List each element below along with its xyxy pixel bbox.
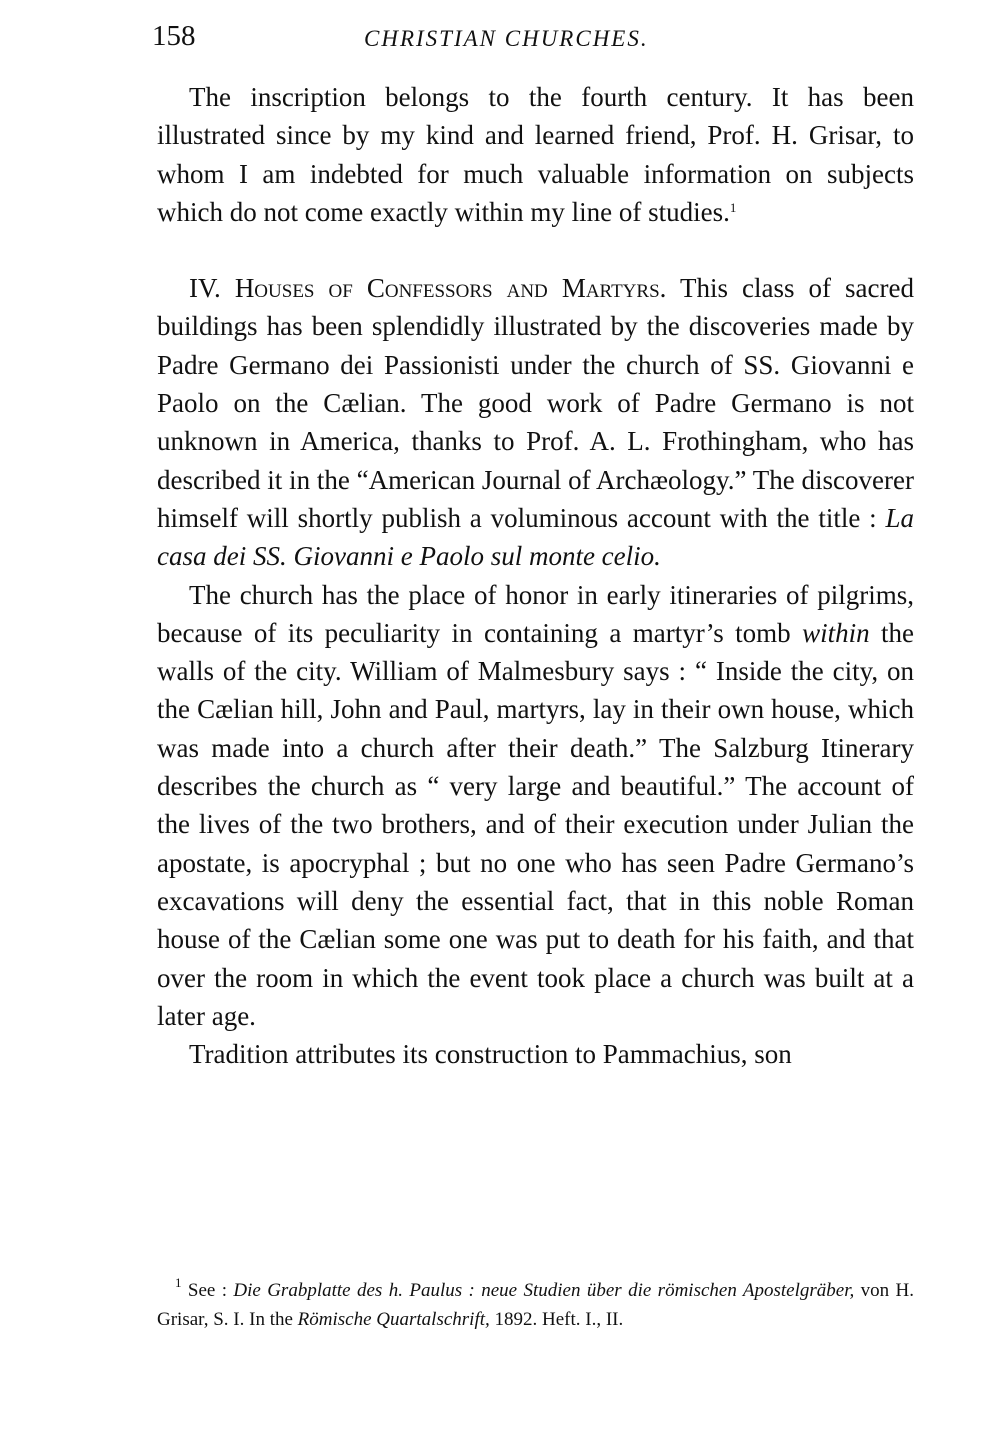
paragraph-church-honor <box>157 576 914 1036</box>
running-title: CHRISTIAN CHURCHES. <box>364 26 649 51</box>
footnote-title: Die Grabplatte des h. Paulus : neue Studien über die römischen Apostelgräber, <box>233 1280 855 1301</box>
footnote-journal: Römische Quartalschrift, <box>297 1309 490 1330</box>
paragraph-inscription <box>157 78 914 231</box>
footnote <box>157 1276 914 1334</box>
emphasis-within: within <box>802 617 870 648</box>
running-head <box>152 20 912 60</box>
paragraph-text: the walls of the city. William of Malmesbury says : “ Inside the city, on the Cælian hill, John and Paul, martyrs, lay in their own house, which was made into a church after their death.” The Salzburg Itinerary describes the church as “ very large and beautiful.” The account of the lives of the two brothers, and of their execution under Julian the apostate, is apocryphal ; but no one who has seen Padre Germano’s excavations will deny the essential fact, that in this noble Roman house of the Cælian some one was put to death for his faith, and that over the room in which the event took place a church was built at a later age. <box>157 617 914 1031</box>
footnote-marker: 1 <box>175 1275 182 1290</box>
paragraph-text: The inscription belongs to the fourth century. It has been illustrated since by my kind and learned friend, Prof. H. Grisar, to whom I am indebted for much valuable information on subjects which do not come exactly within my line of studies. <box>157 82 914 227</box>
footnote-see: See : <box>181 1280 234 1301</box>
footnote-rest: 1892. Heft. I., II. <box>489 1309 624 1330</box>
paragraph-text: This class of sacred buildings has been splendidly illustrated by the discoveries made by Padre Germano dei Passionisti under the church of SS. Giovanni e Paolo on the Cælian. The good work of Padre Germano is not unknown in America, thanks to Prof. A. L. Frothingham, who has described it in the “American Journal of Archæology.” The discoverer himself will shortly publish a voluminous account with the title : <box>157 273 914 533</box>
section-numeral: IV. <box>189 273 221 304</box>
paragraph-text: The church has the place of honor in early itineraries of pilgrims, because of its peculiarity in containing a martyr’s tomb <box>157 579 914 648</box>
section-heading: Houses of Confessors and Martyrs. <box>234 273 667 304</box>
paragraph-text: Tradition attributes its construction to Pammachius, son <box>189 1039 792 1070</box>
footnote-author: von H. Grisar, S. I. In the <box>157 1280 914 1330</box>
footnote-reference: 1 <box>729 199 737 215</box>
paragraph-tradition <box>157 1035 914 1073</box>
paragraph-section-iv <box>157 269 914 575</box>
book-title: La casa dei SS. Giovanni e Paolo sul monte celio. <box>157 502 914 572</box>
body-text <box>157 78 914 1073</box>
page-number: 158 <box>152 20 196 52</box>
